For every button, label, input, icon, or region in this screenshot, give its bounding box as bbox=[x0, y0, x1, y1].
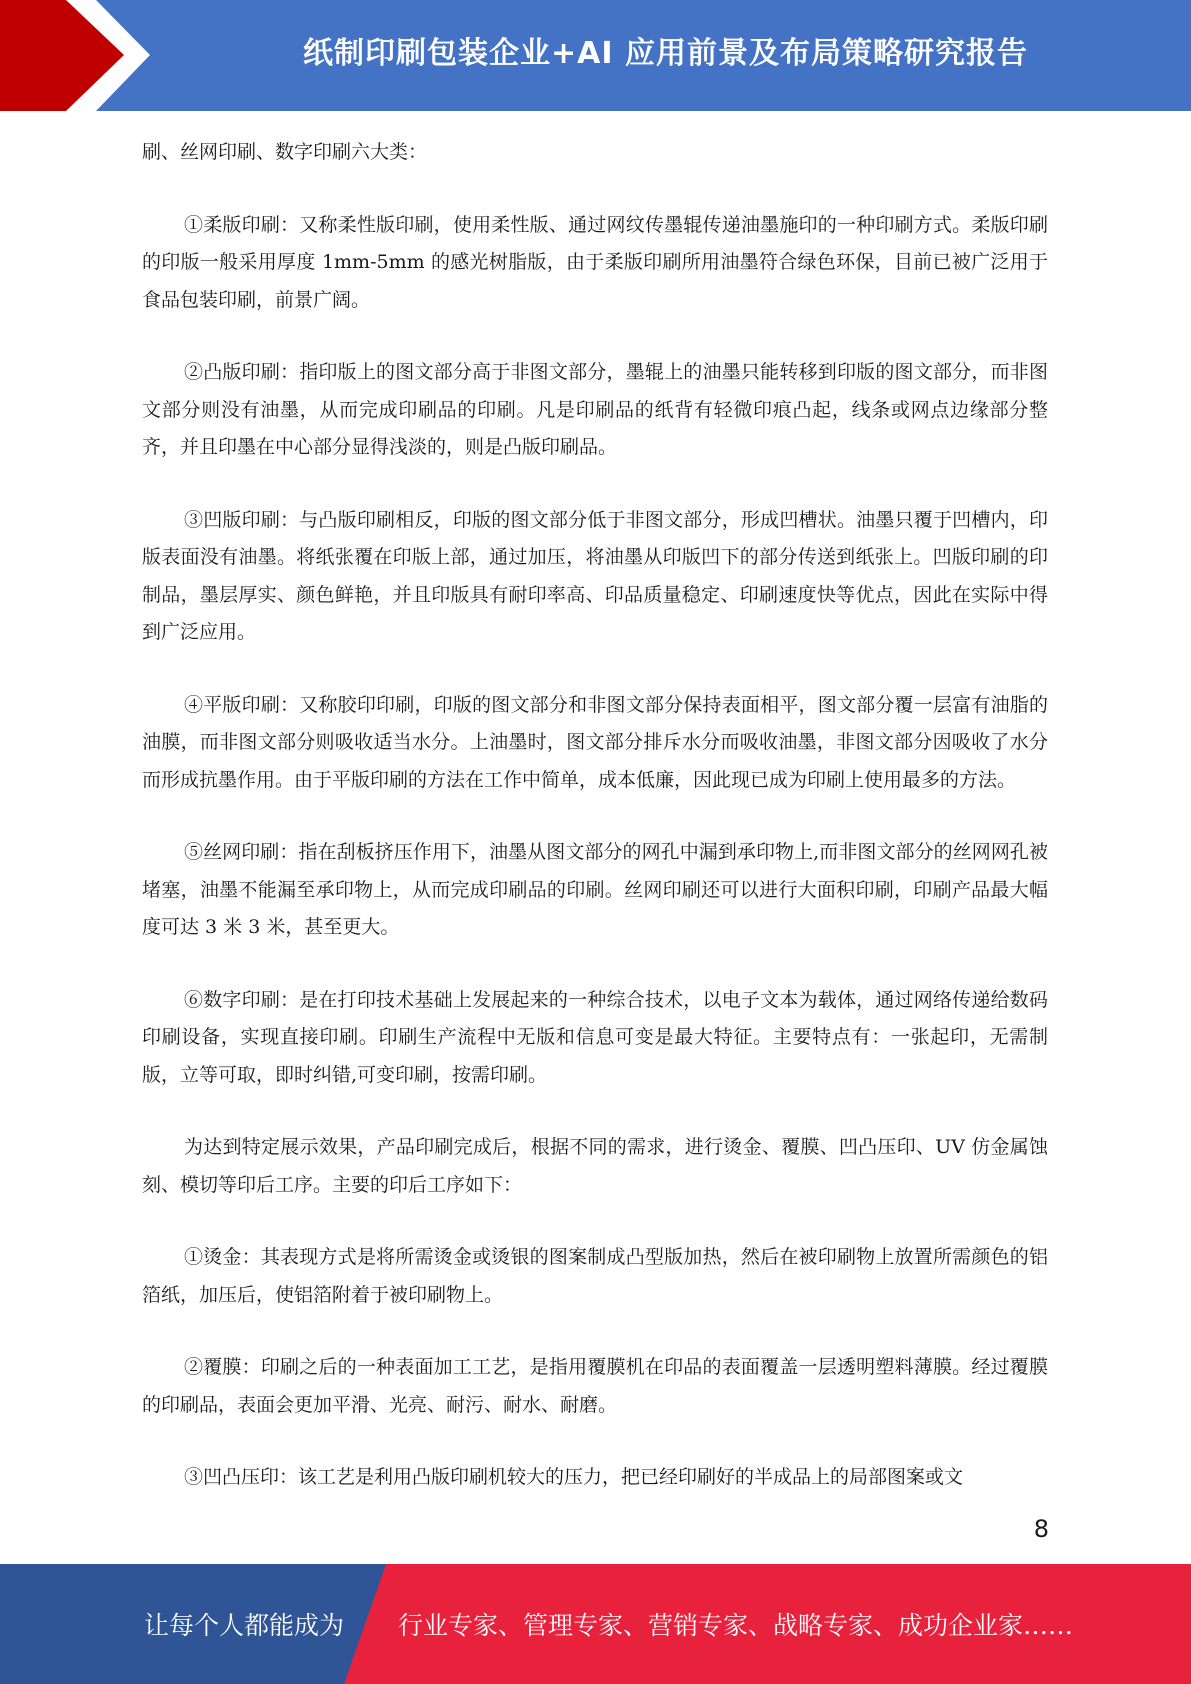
paragraph: ②凸版印刷：指印版上的图文部分高于非图文部分，墨辊上的油墨只能转移到印版的图文部分，而非图文部分则没有油墨，从而完成印刷品的印刷。凡是印刷品的纸背有轻微印痕凸起，线条或网点边缘部分整齐，并且印墨在中心部分显得浅淡的，则是凸版印刷品。 bbox=[142, 361, 1048, 458]
footer-banner bbox=[0, 1564, 1191, 1684]
document-body bbox=[142, 134, 1048, 1532]
report-title: 纸制印刷包装企业+AI 应用前景及布局策略研究报告 bbox=[303, 36, 1028, 71]
paragraph: 为达到特定展示效果，产品印刷完成后，根据不同的需求，进行烫金、覆膜、凹凸压印、UV 仿金属蚀刻、模切等印后工序。主要的印后工序如下： bbox=[142, 1136, 1048, 1196]
paragraph: ①柔版印刷：又称柔性版印刷，使用柔性版、通过网纹传墨辊传递油墨施印的一种印刷方式。柔版印刷的印版一般采用厚度 1mm-5mm 的感光树脂版，由于柔版印刷所用油墨符合绿色环保，目前已被广泛用于食品包装印刷，前景广阔。 bbox=[142, 213, 1048, 311]
footer-slogan-right: 行业专家、管理专家、营销专家、战略专家、成功企业家…… bbox=[398, 1611, 1074, 1640]
footer-slogan-left: 让每个人都能成为 bbox=[144, 1611, 345, 1640]
paragraph: ③凹版印刷：与凸版印刷相反，印版的图文部分低于非图文部分，形成凹槽状。油墨只覆于凹槽内，印版表面没有油墨。将纸张覆在印版上部，通过加压，将油墨从印版凹下的部分传送到纸张上。凹版印刷的印制品，墨层厚实、颜色鲜艳，并且印版具有耐印率高、印品质量稳定、印刷速度快等优点，因此在实际中得到广泛应用。 bbox=[142, 508, 1048, 643]
paragraph: ②覆膜：印刷之后的一种表面加工工艺，是指用覆膜机在印品的表面覆盖一层透明塑料薄膜。经过覆膜的印刷品，表面会更加平滑、光亮、耐污、耐水、耐磨。 bbox=[142, 1356, 1048, 1416]
paragraph: ⑥数字印刷：是在打印技术基础上发展起来的一种综合技术，以电子文本为载体，通过网络传递给数码印刷设备，实现直接印刷。印刷生产流程中无版和信息可变是最大特征。主要特点有：一张起印，无需制版，立等可取，即时纠错,可变印刷，按需印刷。 bbox=[142, 988, 1048, 1086]
paragraph: ④平版印刷：又称胶印印刷，印版的图文部分和非图文部分保持表面相平，图文部分覆一层富有油脂的油膜，而非图文部分则吸收适当水分。上油墨时，图文部分排斥水分而吸收油墨，非图文部分因吸收了水分而形成抗墨作用。由于平版印刷的方法在工作中简单，成本低廉，因此现已成为印刷上使用最多的方法。 bbox=[142, 693, 1048, 791]
paragraph: ⑤丝网印刷：指在刮板挤压作用下，油墨从图文部分的网孔中漏到承印物上,而非图文部分的丝网网孔被堵塞，油墨不能漏至承印物上，从而完成印刷品的印刷。丝网印刷还可以进行大面积印刷，印刷产品最大幅度可达 3 米 3 米，甚至更大。 bbox=[142, 841, 1048, 938]
paragraph: 刷、丝网印刷、数字印刷六大类： bbox=[142, 141, 428, 163]
header-arrow-logo bbox=[0, 0, 160, 111]
paragraph: ①烫金：其表现方式是将所需烫金或烫银的图案制成凸型版加热，然后在被印刷物上放置所需颜色的铝箔纸，加压后，使铝箔附着于被印刷物上。 bbox=[142, 1246, 1048, 1306]
page-number: 8 bbox=[1033, 1515, 1049, 1543]
header-banner bbox=[0, 0, 1191, 111]
paragraph: ③凹凸压印：该工艺是利用凸版印刷机较大的压力，把已经印刷好的半成品上的局部图案或文 bbox=[184, 1466, 964, 1488]
